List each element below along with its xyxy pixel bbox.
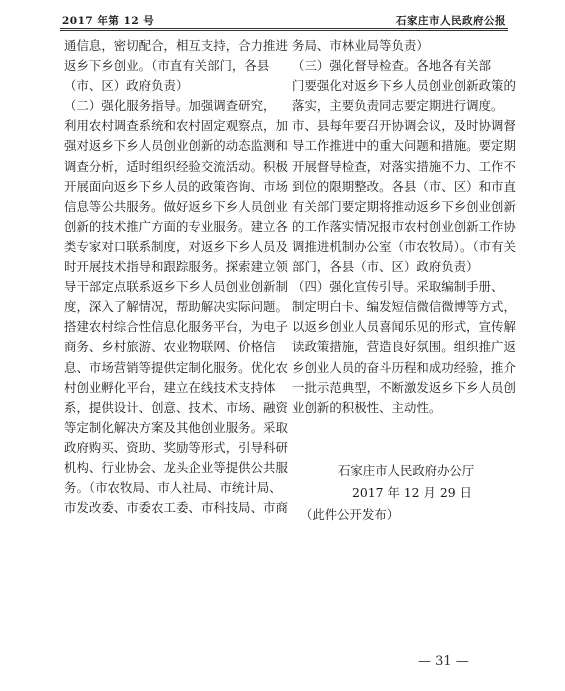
text-line: 开展面向返乡下乡人员的政策咨询、市场 xyxy=(64,178,288,194)
text-line: 制定明白卡、编发短信微信微博等方式， xyxy=(292,299,516,315)
text-line: 等定制化解决方案及其他创业服务。采取 xyxy=(64,419,288,435)
text-line: 创新的技术推广方面的专业服务。建立各 xyxy=(64,218,288,234)
text-line: 商务、乡村旅游、农业物联网、价格信 xyxy=(64,339,276,355)
issue-number: 2017 年第 12 号 xyxy=(62,15,155,27)
text-line: 到位的限期整改。各县（市、区）和市直 xyxy=(292,178,516,194)
page-header xyxy=(60,10,508,30)
text-line: 读政策措施，营造良好氛围。组织推广返 xyxy=(292,339,516,355)
text-line: 导工作推进中的重大问题和措施。要定期 xyxy=(292,138,516,154)
text-line: （市、区）政府负责） xyxy=(64,78,189,94)
text-line: 时开展技术指导和跟踪服务。探索建立领 xyxy=(64,259,288,275)
text-line: （四）强化宣传引导。采取编制手册、 xyxy=(292,279,504,295)
text-line: 调查分析，适时组织经验交流活动。积极 xyxy=(64,158,288,174)
text-line: 以返乡创业人员喜闻乐见的形式，宣传解 xyxy=(292,319,516,335)
text-line: 利用农村调查系统和农村固定观察点，加 xyxy=(64,118,288,134)
text-line: 搭建农村综合性信息化服务平台，为电子 xyxy=(64,319,288,335)
text-line: 度，深入了解情况，帮助解决实际问题。 xyxy=(64,299,288,315)
text-line: 类专家对口联系制度，对返乡下乡人员及 xyxy=(64,238,288,254)
text-line: 业创新的积极性、主动性。 xyxy=(292,399,442,415)
text-line: 落实，主要负责同志要定期进行调度。 xyxy=(292,98,504,114)
text-line: 政府购买、资助、奖励等形式，引导科研 xyxy=(64,439,288,455)
text-line: （二）强化服务指导。加强调查研究， xyxy=(64,98,276,114)
text-line: 务。（市农牧局、市人社局、市统计局、 xyxy=(64,480,282,496)
right-column xyxy=(292,36,516,418)
header-rule-thin xyxy=(60,30,508,31)
text-line: 一批示范典型，不断激发返乡下乡人员创 xyxy=(292,379,516,395)
text-line: 系，提供设计、创意、技术、市场、融资 xyxy=(64,399,288,415)
journal-title: 石家庄市人民政府公报 xyxy=(396,15,506,27)
page-number: — 31 — xyxy=(418,654,469,669)
publication-note: （此件公开发布） xyxy=(300,507,400,522)
text-line: 门要强化对返乡下乡人员创业创新政策的 xyxy=(292,78,516,94)
text-line: 有关部门要定期将推动返乡下乡创业创新 xyxy=(292,198,516,214)
text-line: 机构、行业协会、龙头企业等提供公共服 xyxy=(64,459,288,475)
text-line: 务局、市林业局等负责） xyxy=(292,38,429,53)
text-line: 息、市场营销等提供定制化服务。优化农 xyxy=(64,359,288,375)
text-line: 村创业孵化平台，建立在线技术支持体 xyxy=(64,379,276,395)
issuing-organization: 石家庄市人民政府办公厅 xyxy=(338,463,475,478)
text-line: 信息等公共服务。做好返乡下乡人员创业 xyxy=(64,198,288,214)
text-line: 的工作落实情况报市农村创业创新工作协 xyxy=(292,218,516,234)
text-line: 调推进机制办公室（市农牧局）。（市有关 xyxy=(292,238,516,254)
text-line: 部门，各县（市、区）政府负责） xyxy=(292,259,479,275)
issue-date: 2017 年 12 月 29 日 xyxy=(352,485,472,500)
text-line: 市、县每年要召开协调会议，及时协调督 xyxy=(292,118,516,134)
text-line: 通信息，密切配合，相互支持，合力推进 xyxy=(64,38,288,53)
text-line: 强对返乡下乡人员创业创新的动态监测和 xyxy=(64,138,288,154)
text-line: 市发改委、市委农工委、市科技局、市商 xyxy=(64,500,288,516)
text-line: 乡创业人员的奋斗历程和成功经验，推介 xyxy=(292,359,516,375)
header-rule xyxy=(60,28,508,29)
text-line: 开展督导检查，对落实措施不力、工作不 xyxy=(292,158,516,174)
text-line: 返乡下乡创业。（市直有关部门，各县 xyxy=(64,58,270,74)
left-column xyxy=(64,36,288,518)
text-line: （三）强化督导检查。各地各有关部 xyxy=(292,58,492,74)
text-line: 导干部定点联系返乡下乡人员创业创新制 xyxy=(64,279,288,295)
